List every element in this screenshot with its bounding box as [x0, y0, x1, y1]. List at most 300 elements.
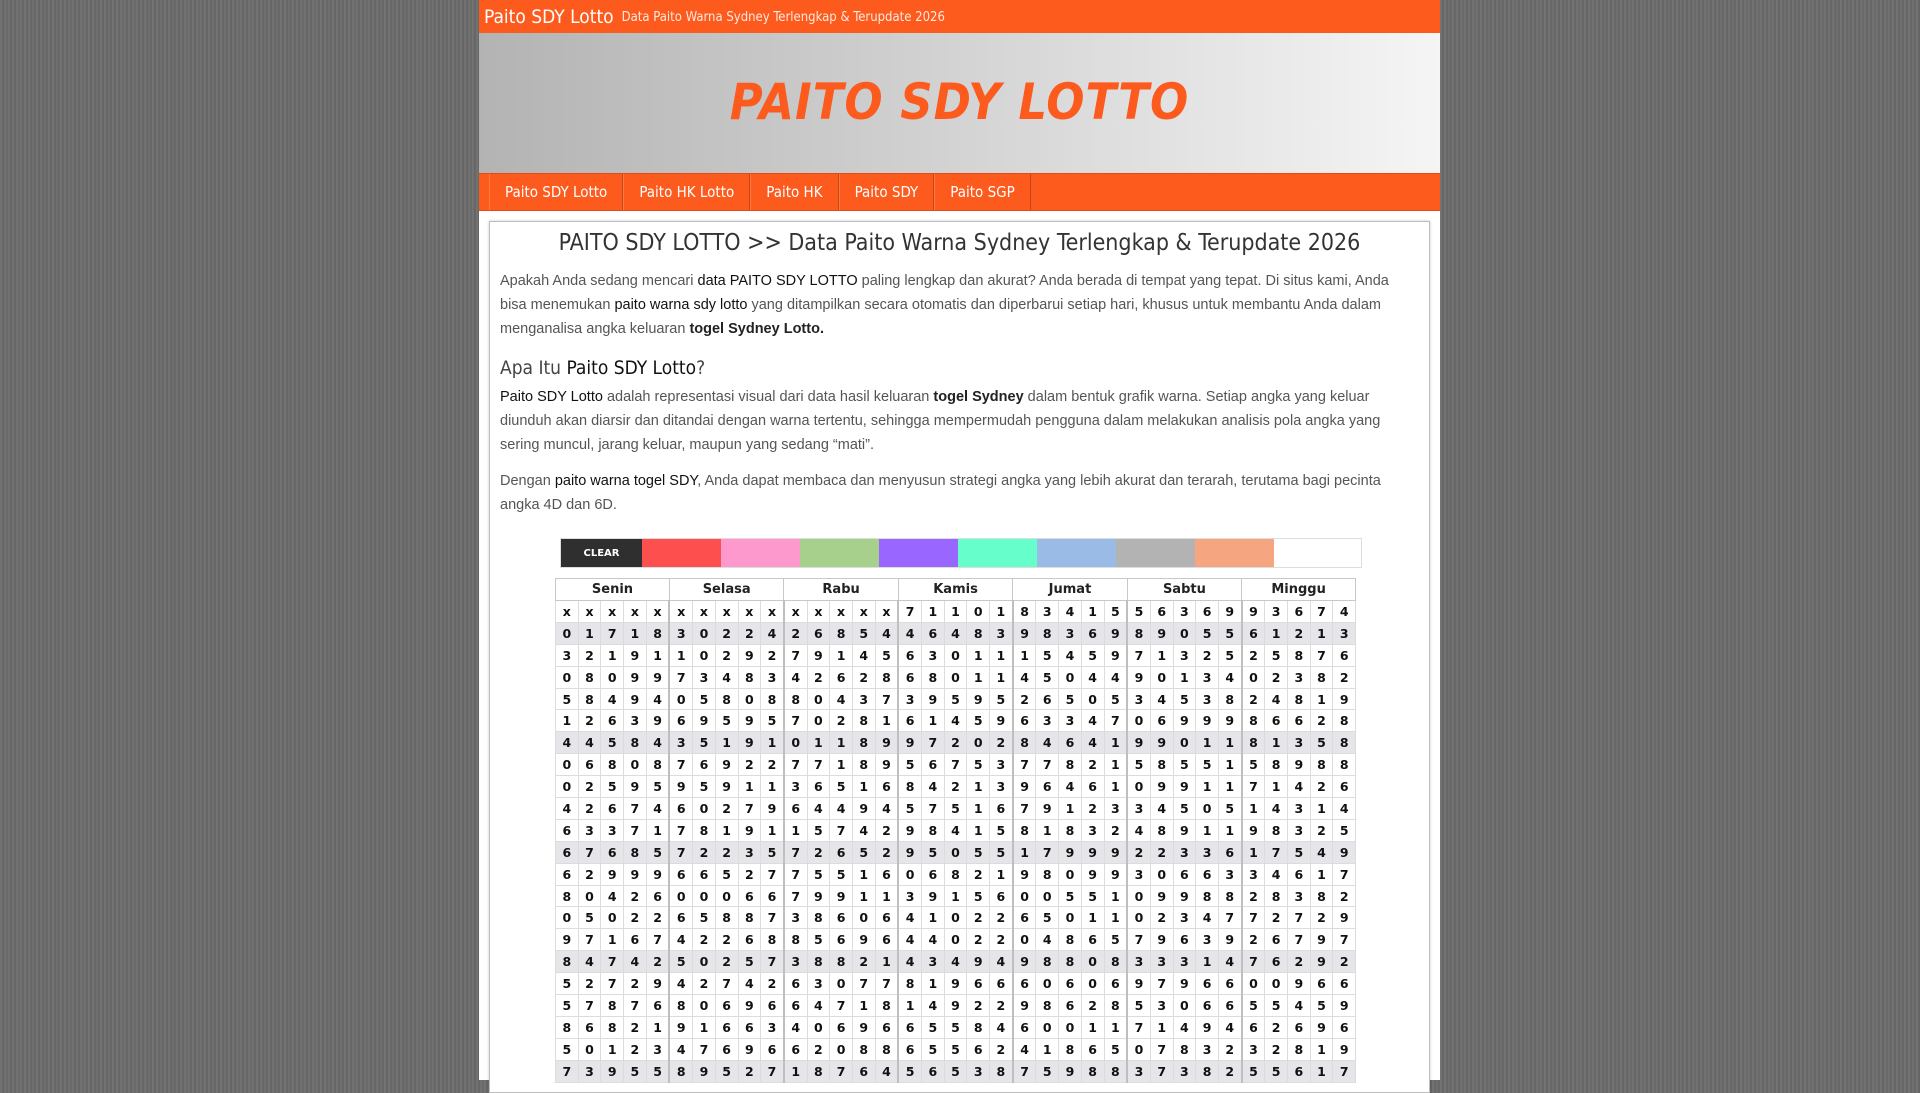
number-cell[interactable]: 1 [601, 644, 624, 666]
number-cell[interactable]: 0 [1173, 995, 1196, 1017]
number-cell[interactable]: 8 [1104, 951, 1127, 973]
number-cell[interactable]: 4 [601, 885, 624, 907]
site-title-link[interactable]: Paito SDY Lotto [484, 5, 614, 28]
number-cell[interactable]: 5 [807, 819, 830, 841]
number-cell[interactable]: 0 [1036, 885, 1059, 907]
number-cell[interactable]: 3 [1036, 710, 1059, 732]
number-cell[interactable]: 1 [1265, 622, 1288, 644]
number-cell[interactable]: 4 [556, 732, 579, 754]
number-cell[interactable]: 3 [693, 666, 716, 688]
number-cell[interactable]: 4 [830, 798, 853, 820]
number-cell[interactable]: 4 [784, 666, 807, 688]
number-cell[interactable]: 1 [761, 819, 784, 841]
number-cell[interactable]: 8 [944, 863, 967, 885]
number-cell[interactable]: 7 [1127, 644, 1150, 666]
number-cell[interactable]: 5 [646, 776, 669, 798]
number-cell[interactable]: 4 [898, 907, 921, 929]
number-cell[interactable]: 8 [1081, 1060, 1104, 1082]
number-cell[interactable]: 8 [1036, 995, 1059, 1017]
number-cell[interactable]: 2 [624, 885, 647, 907]
number-cell[interactable]: 9 [1013, 863, 1036, 885]
number-cell[interactable]: 4 [1104, 666, 1127, 688]
number-cell[interactable]: 5 [944, 1038, 967, 1060]
number-cell[interactable]: 2 [578, 776, 601, 798]
number-cell[interactable]: 7 [624, 995, 647, 1017]
number-cell[interactable]: 7 [1242, 951, 1265, 973]
number-cell[interactable]: 1 [1104, 732, 1127, 754]
number-cell[interactable]: 9 [807, 644, 830, 666]
number-cell[interactable]: 9 [1150, 776, 1173, 798]
number-cell[interactable]: 9 [922, 885, 945, 907]
number-cell[interactable]: 9 [1104, 863, 1127, 885]
number-cell[interactable]: 3 [1196, 666, 1219, 688]
number-cell[interactable]: 9 [1150, 929, 1173, 951]
number-cell[interactable]: 9 [852, 798, 875, 820]
number-cell[interactable]: 6 [601, 710, 624, 732]
number-cell[interactable]: 0 [624, 754, 647, 776]
number-cell[interactable]: 3 [669, 622, 692, 644]
number-cell[interactable]: 9 [944, 995, 967, 1017]
number-cell[interactable]: 5 [556, 995, 579, 1017]
number-cell[interactable]: 1 [830, 732, 853, 754]
number-cell[interactable]: 1 [967, 798, 990, 820]
number-cell[interactable]: 2 [715, 798, 738, 820]
number-cell[interactable]: 2 [1310, 776, 1333, 798]
number-cell[interactable]: 8 [1059, 929, 1082, 951]
number-cell[interactable]: 2 [875, 819, 898, 841]
number-cell[interactable]: 3 [646, 1038, 669, 1060]
number-cell[interactable]: 0 [1081, 951, 1104, 973]
number-cell[interactable]: 7 [922, 798, 945, 820]
number-cell[interactable]: 6 [556, 841, 579, 863]
number-cell[interactable]: 2 [1242, 688, 1265, 710]
number-cell[interactable]: 2 [738, 1060, 761, 1082]
number-cell[interactable]: 4 [669, 1038, 692, 1060]
number-cell[interactable]: 2 [1265, 907, 1288, 929]
number-cell[interactable]: 9 [1333, 907, 1356, 929]
number-cell[interactable]: 3 [1150, 995, 1173, 1017]
number-cell[interactable]: 9 [1150, 622, 1173, 644]
number-cell[interactable]: 8 [1218, 688, 1241, 710]
number-cell[interactable]: 5 [990, 841, 1013, 863]
number-cell[interactable]: 8 [738, 907, 761, 929]
number-cell[interactable]: 1 [830, 644, 853, 666]
number-cell[interactable]: 8 [1196, 1060, 1219, 1082]
number-cell[interactable]: 2 [1013, 688, 1036, 710]
number-cell[interactable]: 9 [693, 1060, 716, 1082]
number-cell[interactable]: 6 [1242, 622, 1265, 644]
heading-link[interactable]: Paito SDY Lotto [566, 357, 697, 379]
number-cell[interactable]: 7 [784, 710, 807, 732]
number-cell[interactable]: 9 [1242, 601, 1265, 623]
number-cell[interactable]: 5 [646, 841, 669, 863]
number-cell[interactable]: 1 [669, 644, 692, 666]
number-cell[interactable]: 8 [1265, 885, 1288, 907]
number-cell[interactable]: 9 [990, 710, 1013, 732]
number-cell[interactable]: 7 [669, 666, 692, 688]
number-cell[interactable]: 4 [646, 798, 669, 820]
number-cell[interactable]: 2 [578, 973, 601, 995]
number-cell[interactable]: 0 [693, 885, 716, 907]
number-cell[interactable]: 8 [807, 907, 830, 929]
number-cell[interactable]: 3 [1218, 863, 1241, 885]
number-cell[interactable]: 2 [1310, 907, 1333, 929]
number-cell[interactable]: 4 [898, 951, 921, 973]
number-cell[interactable]: 6 [990, 973, 1013, 995]
number-cell[interactable]: 6 [715, 1038, 738, 1060]
number-cell[interactable]: 4 [738, 973, 761, 995]
number-cell[interactable]: 4 [1081, 710, 1104, 732]
number-cell[interactable]: 3 [1127, 1060, 1150, 1082]
number-cell[interactable]: 0 [693, 995, 716, 1017]
number-cell[interactable]: 6 [1013, 907, 1036, 929]
number-cell[interactable]: 6 [784, 995, 807, 1017]
number-cell[interactable]: 6 [807, 776, 830, 798]
number-cell[interactable]: 8 [1059, 951, 1082, 973]
number-cell[interactable]: 7 [784, 754, 807, 776]
number-cell[interactable]: 4 [646, 732, 669, 754]
number-cell[interactable]: 2 [944, 732, 967, 754]
number-cell[interactable]: x [852, 601, 875, 623]
number-cell[interactable]: 3 [738, 841, 761, 863]
number-cell[interactable]: 1 [1150, 644, 1173, 666]
number-cell[interactable]: 9 [898, 841, 921, 863]
number-cell[interactable]: 9 [624, 666, 647, 688]
number-cell[interactable]: 5 [578, 907, 601, 929]
number-cell[interactable]: 9 [1173, 973, 1196, 995]
number-cell[interactable]: 1 [1310, 1038, 1333, 1060]
number-cell[interactable]: 1 [944, 601, 967, 623]
number-cell[interactable]: 8 [967, 622, 990, 644]
number-cell[interactable]: 0 [693, 622, 716, 644]
number-cell[interactable]: 7 [624, 819, 647, 841]
number-cell[interactable]: 6 [990, 798, 1013, 820]
number-cell[interactable]: 1 [990, 863, 1013, 885]
number-cell[interactable]: 0 [967, 601, 990, 623]
number-cell[interactable]: 2 [967, 929, 990, 951]
number-cell[interactable]: 1 [1310, 1060, 1333, 1082]
number-cell[interactable]: 8 [1036, 622, 1059, 644]
number-cell[interactable]: 3 [761, 666, 784, 688]
number-cell[interactable]: 9 [1333, 1038, 1356, 1060]
number-cell[interactable]: 8 [601, 754, 624, 776]
number-cell[interactable]: 8 [601, 995, 624, 1017]
number-cell[interactable]: 6 [601, 798, 624, 820]
number-cell[interactable]: 6 [967, 973, 990, 995]
number-cell[interactable]: 4 [1310, 841, 1333, 863]
number-cell[interactable]: 3 [1059, 622, 1082, 644]
number-cell[interactable]: 2 [852, 666, 875, 688]
number-cell[interactable]: 3 [852, 688, 875, 710]
number-cell[interactable]: 8 [875, 995, 898, 1017]
number-cell[interactable]: 1 [1104, 1016, 1127, 1038]
number-cell[interactable]: 6 [738, 929, 761, 951]
number-cell[interactable]: 6 [601, 841, 624, 863]
number-cell[interactable]: 5 [693, 776, 716, 798]
number-cell[interactable]: 7 [1150, 1060, 1173, 1082]
number-cell[interactable]: 6 [1333, 644, 1356, 666]
number-cell[interactable]: 1 [944, 885, 967, 907]
number-cell[interactable]: 0 [1127, 776, 1150, 798]
number-cell[interactable]: 1 [1104, 776, 1127, 798]
number-cell[interactable]: x [693, 601, 716, 623]
number-cell[interactable]: 1 [967, 819, 990, 841]
number-cell[interactable]: 5 [944, 1060, 967, 1082]
number-cell[interactable]: 2 [738, 622, 761, 644]
number-cell[interactable]: 8 [1104, 995, 1127, 1017]
number-cell[interactable]: 1 [715, 819, 738, 841]
number-cell[interactable]: 2 [990, 732, 1013, 754]
number-cell[interactable]: 6 [1218, 973, 1241, 995]
number-cell[interactable]: 6 [669, 798, 692, 820]
number-cell[interactable]: 4 [1081, 732, 1104, 754]
number-cell[interactable]: 6 [898, 666, 921, 688]
number-cell[interactable]: 9 [1104, 622, 1127, 644]
number-cell[interactable]: 0 [1127, 885, 1150, 907]
number-cell[interactable]: 5 [1196, 622, 1219, 644]
number-cell[interactable]: 7 [1150, 973, 1173, 995]
number-cell[interactable]: 3 [624, 710, 647, 732]
number-cell[interactable]: 9 [1104, 841, 1127, 863]
number-cell[interactable]: 2 [715, 841, 738, 863]
number-cell[interactable]: 4 [1150, 798, 1173, 820]
number-cell[interactable]: 5 [715, 710, 738, 732]
number-cell[interactable]: 2 [967, 907, 990, 929]
number-cell[interactable]: 6 [761, 995, 784, 1017]
number-cell[interactable]: 5 [715, 863, 738, 885]
number-cell[interactable]: 5 [556, 973, 579, 995]
number-cell[interactable]: 5 [898, 754, 921, 776]
number-cell[interactable]: 3 [1104, 798, 1127, 820]
number-cell[interactable]: 1 [807, 732, 830, 754]
number-cell[interactable]: 5 [875, 644, 898, 666]
number-cell[interactable]: 7 [738, 798, 761, 820]
number-cell[interactable]: 1 [1104, 885, 1127, 907]
number-cell[interactable]: 0 [830, 973, 853, 995]
definition-link[interactable]: Paito SDY Lotto [500, 389, 603, 405]
number-cell[interactable]: 0 [556, 622, 579, 644]
number-cell[interactable]: 0 [852, 907, 875, 929]
number-cell[interactable]: 7 [601, 973, 624, 995]
number-cell[interactable]: 5 [967, 710, 990, 732]
number-cell[interactable]: 7 [784, 885, 807, 907]
number-cell[interactable]: 1 [784, 1060, 807, 1082]
number-cell[interactable]: 6 [784, 798, 807, 820]
number-cell[interactable]: 8 [1265, 754, 1288, 776]
number-cell[interactable]: 5 [1104, 688, 1127, 710]
number-cell[interactable]: 9 [1218, 929, 1241, 951]
number-cell[interactable]: 6 [1013, 1016, 1036, 1038]
number-cell[interactable]: 7 [1333, 929, 1356, 951]
number-cell[interactable]: 7 [1310, 601, 1333, 623]
number-cell[interactable]: 8 [761, 929, 784, 951]
number-cell[interactable]: 6 [1196, 601, 1219, 623]
number-cell[interactable]: 1 [784, 819, 807, 841]
number-cell[interactable]: 2 [990, 995, 1013, 1017]
number-cell[interactable]: 8 [578, 688, 601, 710]
number-cell[interactable]: 4 [1218, 666, 1241, 688]
number-cell[interactable]: 1 [830, 754, 853, 776]
color-swatch[interactable] [1116, 539, 1195, 567]
number-cell[interactable]: x [761, 601, 784, 623]
number-cell[interactable]: 5 [807, 863, 830, 885]
number-cell[interactable]: 1 [1265, 776, 1288, 798]
number-cell[interactable]: 6 [898, 1016, 921, 1038]
number-cell[interactable]: 6 [1173, 929, 1196, 951]
number-cell[interactable]: 5 [693, 907, 716, 929]
number-cell[interactable]: 3 [761, 1016, 784, 1038]
number-cell[interactable]: 8 [1196, 885, 1219, 907]
number-cell[interactable]: 7 [922, 732, 945, 754]
number-cell[interactable]: 7 [1104, 710, 1127, 732]
number-cell[interactable]: 7 [875, 973, 898, 995]
number-cell[interactable]: 6 [1081, 1038, 1104, 1060]
number-cell[interactable]: 2 [990, 929, 1013, 951]
number-cell[interactable]: 7 [1333, 1060, 1356, 1082]
number-cell[interactable]: x [578, 601, 601, 623]
number-cell[interactable]: 3 [1059, 710, 1082, 732]
number-cell[interactable]: 1 [1013, 841, 1036, 863]
number-cell[interactable]: 2 [646, 907, 669, 929]
number-cell[interactable]: 3 [1288, 885, 1311, 907]
number-cell[interactable]: 1 [967, 666, 990, 688]
number-cell[interactable]: 3 [578, 819, 601, 841]
number-cell[interactable]: 4 [669, 929, 692, 951]
number-cell[interactable]: 9 [761, 798, 784, 820]
number-cell[interactable]: 8 [1288, 644, 1311, 666]
number-cell[interactable]: 6 [1242, 1016, 1265, 1038]
number-cell[interactable]: 0 [1081, 688, 1104, 710]
number-cell[interactable]: 8 [715, 688, 738, 710]
number-cell[interactable]: 5 [807, 929, 830, 951]
number-cell[interactable]: 2 [1242, 929, 1265, 951]
number-cell[interactable]: 9 [1218, 601, 1241, 623]
number-cell[interactable]: 8 [669, 995, 692, 1017]
number-cell[interactable]: 7 [784, 644, 807, 666]
number-cell[interactable]: 6 [784, 973, 807, 995]
number-cell[interactable]: 5 [1081, 885, 1104, 907]
number-cell[interactable]: 3 [990, 754, 1013, 776]
nav-item-paito-sdy-lotto[interactable]: Paito SDY Lotto [489, 174, 623, 210]
number-cell[interactable]: 8 [556, 885, 579, 907]
nav-item-paito-hk-lotto[interactable]: Paito HK Lotto [623, 174, 750, 210]
number-cell[interactable]: 4 [1333, 601, 1356, 623]
number-cell[interactable]: 5 [1127, 995, 1150, 1017]
number-cell[interactable]: 9 [1127, 973, 1150, 995]
number-cell[interactable]: 6 [875, 907, 898, 929]
number-cell[interactable]: 4 [1288, 995, 1311, 1017]
number-cell[interactable]: 6 [1310, 973, 1333, 995]
number-cell[interactable]: 0 [1127, 1038, 1150, 1060]
number-cell[interactable]: 0 [967, 732, 990, 754]
number-cell[interactable]: 1 [990, 644, 1013, 666]
number-cell[interactable]: 8 [1242, 732, 1265, 754]
number-cell[interactable]: 5 [898, 1060, 921, 1082]
number-cell[interactable]: 7 [1013, 754, 1036, 776]
number-cell[interactable]: 8 [1036, 863, 1059, 885]
number-cell[interactable]: 4 [875, 798, 898, 820]
number-cell[interactable]: 7 [830, 995, 853, 1017]
number-cell[interactable]: 2 [1333, 885, 1356, 907]
number-cell[interactable]: 1 [601, 1038, 624, 1060]
number-cell[interactable]: 3 [1196, 841, 1219, 863]
number-cell[interactable]: 8 [646, 622, 669, 644]
number-cell[interactable]: 8 [1218, 885, 1241, 907]
strategy-link[interactable]: paito warna togel SDY [554, 473, 698, 489]
number-cell[interactable]: x [784, 601, 807, 623]
number-cell[interactable]: 4 [1013, 666, 1036, 688]
number-cell[interactable]: 4 [852, 644, 875, 666]
number-cell[interactable]: x [830, 601, 853, 623]
number-cell[interactable]: 8 [1150, 754, 1173, 776]
number-cell[interactable]: 3 [1173, 644, 1196, 666]
number-cell[interactable]: 8 [1265, 819, 1288, 841]
number-cell[interactable]: 6 [738, 1016, 761, 1038]
number-cell[interactable]: 6 [556, 819, 579, 841]
number-cell[interactable]: 9 [1310, 951, 1333, 973]
number-cell[interactable]: 6 [1333, 776, 1356, 798]
number-cell[interactable]: 8 [852, 710, 875, 732]
number-cell[interactable]: 0 [693, 798, 716, 820]
number-cell[interactable]: 9 [967, 951, 990, 973]
number-cell[interactable]: 7 [1218, 907, 1241, 929]
number-cell[interactable]: 8 [1036, 951, 1059, 973]
number-cell[interactable]: 5 [1288, 841, 1311, 863]
number-cell[interactable]: 6 [990, 885, 1013, 907]
number-cell[interactable]: 8 [556, 951, 579, 973]
number-cell[interactable]: 4 [1288, 776, 1311, 798]
number-cell[interactable]: 6 [1196, 973, 1219, 995]
number-cell[interactable]: 5 [967, 754, 990, 776]
number-cell[interactable]: 0 [601, 666, 624, 688]
number-cell[interactable]: 0 [1242, 973, 1265, 995]
number-cell[interactable]: 7 [669, 841, 692, 863]
number-cell[interactable]: 8 [1173, 1038, 1196, 1060]
number-cell[interactable]: 1 [967, 644, 990, 666]
number-cell[interactable]: 6 [1333, 973, 1356, 995]
nav-item-paito-hk[interactable]: Paito HK [750, 174, 838, 210]
number-cell[interactable]: 1 [852, 776, 875, 798]
number-cell[interactable]: 1 [1218, 776, 1241, 798]
number-cell[interactable]: 3 [1196, 929, 1219, 951]
number-cell[interactable]: 7 [898, 601, 921, 623]
number-cell[interactable]: 2 [738, 754, 761, 776]
number-cell[interactable]: 8 [556, 1016, 579, 1038]
number-cell[interactable]: 9 [693, 710, 716, 732]
number-cell[interactable]: 1 [898, 995, 921, 1017]
number-cell[interactable]: 8 [1333, 710, 1356, 732]
color-swatch[interactable] [721, 539, 800, 567]
number-cell[interactable]: 3 [784, 776, 807, 798]
color-swatch[interactable] [1037, 539, 1116, 567]
number-cell[interactable]: 2 [1242, 644, 1265, 666]
number-cell[interactable]: 2 [1218, 1038, 1241, 1060]
number-cell[interactable]: 2 [875, 841, 898, 863]
number-cell[interactable]: 3 [1127, 688, 1150, 710]
number-cell[interactable]: 5 [1081, 644, 1104, 666]
number-cell[interactable]: 8 [1104, 1060, 1127, 1082]
number-cell[interactable]: 2 [852, 951, 875, 973]
number-cell[interactable]: 5 [1196, 754, 1219, 776]
number-cell[interactable]: 9 [807, 885, 830, 907]
number-cell[interactable]: 6 [1081, 776, 1104, 798]
number-cell[interactable]: 9 [1218, 710, 1241, 732]
number-cell[interactable]: 1 [601, 929, 624, 951]
number-cell[interactable]: 1 [922, 710, 945, 732]
number-cell[interactable]: 6 [1013, 710, 1036, 732]
number-cell[interactable]: 3 [1288, 666, 1311, 688]
number-cell[interactable]: 3 [1173, 1060, 1196, 1082]
